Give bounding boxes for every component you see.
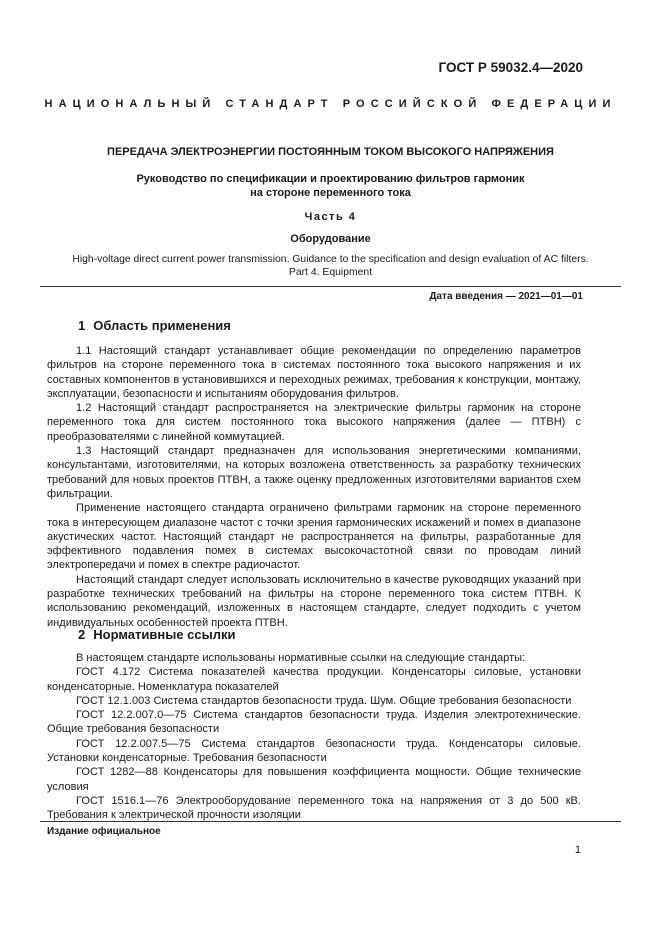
subtitle-line-1: Руководство по спецификации и проектированию фильтров гармоник <box>136 173 525 185</box>
document-subtitle <box>40 172 621 200</box>
paragraph-1-3: 1.3 Настоящий стандарт предназначен для использования энергетическими компаниями, консультантами, изготовителями, на которых возложена ответственность за разработку технических требований для новых проектов ПТВН, а также оценку предложенных изготовителями вариантов схем фильтрации. <box>47 445 581 500</box>
reference-item: ГОСТ 1282—88 Конденсаторы для повышения коэффициента мощности. Общие технические условия <box>47 766 581 793</box>
section-2-title: Нормативные ссылки <box>93 627 236 642</box>
english-title <box>40 254 621 279</box>
references-intro: В настоящем стандарте использованы нормативные ссылки на следующие стандарты: <box>76 652 526 664</box>
standard-id: ГОСТ Р 59032.4—2020 <box>438 60 583 75</box>
section-1-title: Область применения <box>93 318 231 333</box>
english-title-line-2: Part 4. Equipment <box>288 266 373 278</box>
page-number: 1 <box>574 844 581 856</box>
paragraph-1-2: 1.2 Настоящий стандарт распространяется на электрические фильтры гармоник на стороне переменного тока для систем постоянного тока высокого напряжения (далее — ПТВН) с преобразователями с линейной коммутацией. <box>47 402 581 443</box>
english-title-line-1: High-voltage direct current power transmission. Guidance to the specification and design evaluation of AC filters. <box>72 254 589 265</box>
part-name: Оборудование <box>290 233 371 245</box>
paragraph-1-4: Применение настоящего стандарта ограничено фильтрами гармоник на стороне переменного тока в интересующем диапазоне частот с точки зрения гармонических искажений и помех в диапазоне акустических частот. Настоящий стандарт не распространяется на фильтры, разработанные для эффективного подавления помех в системах высокочастотной связи по проводам линий электропередачи и помех в спектре радиочастот. <box>47 502 581 572</box>
section-2-heading <box>78 627 235 642</box>
section-1-heading <box>78 318 231 333</box>
paragraph-1-5: Настоящий стандарт следует использовать исключительно в качестве руководящих указаний при разработке технических требований на фильтры на стороне переменного тока систем ПТВН. К использованию рекомендаций, изложенных в настоящем стандарте, следует подходить с учетом индивидуальных особенностей проекта ПТВН. <box>47 573 581 629</box>
section-1-number: 1 <box>78 318 86 333</box>
reference-item: ГОСТ 12.2.007.0—75 Система стандартов безопасности труда. Изделия электротехнические. Общие требования безопасности <box>47 709 581 736</box>
section-2-number: 2 <box>78 627 86 642</box>
paragraph-1-1: 1.1 Настоящий стандарт устанавливает общие рекомендации по определению параметров фильтров на стороне переменного тока в системах постоянного тока высокого напряжения и их составных компонентов в установившихся и переходных режимах, требования к конструкции, монтажу, эксплуатации, безопасности и испытаниям оборудования фильтров. <box>47 345 581 400</box>
national-standard-banner: НАЦИОНАЛЬНЫЙ СТАНДАРТ РОССИЙСКОЙ ФЕДЕРАЦИИ <box>44 98 617 110</box>
section-1-body <box>47 344 581 630</box>
reference-item: ГОСТ 1516.1—76 Электрооборудование переменного тока на напряжения от 3 до 500 кВ. Требования к электрической прочности изоляции <box>47 794 581 822</box>
introduction-date: Дата введения — 2021—01—01 <box>429 291 583 302</box>
footer-divider <box>40 821 621 822</box>
section-2-body <box>47 651 581 823</box>
part-label: Часть 4 <box>304 211 357 223</box>
subtitle-line-2: на стороне переменного тока <box>250 187 411 199</box>
header-divider <box>40 286 621 287</box>
reference-item: ГОСТ 12.1.003 Система стандартов безопасности труда. Шум. Общие требования безопасности <box>76 694 572 707</box>
edition-label: Издание официальное <box>47 826 161 837</box>
reference-item: ГОСТ 4.172 Система показателей качества продукции. Конденсаторы силовые, установки конденсаторные. Номенклатура показателей <box>47 666 581 693</box>
reference-item: ГОСТ 12.2.007.5—75 Система стандартов безопасности труда. Конденсаторы силовые. Установки конденсаторные. Требования безопасности <box>47 737 581 765</box>
document-title: ПЕРЕДАЧА ЭЛЕКТРОЭНЕРГИИ ПОСТОЯННЫМ ТОКОМ ВЫСОКОГО НАПРЯЖЕНИЯ <box>107 146 554 158</box>
